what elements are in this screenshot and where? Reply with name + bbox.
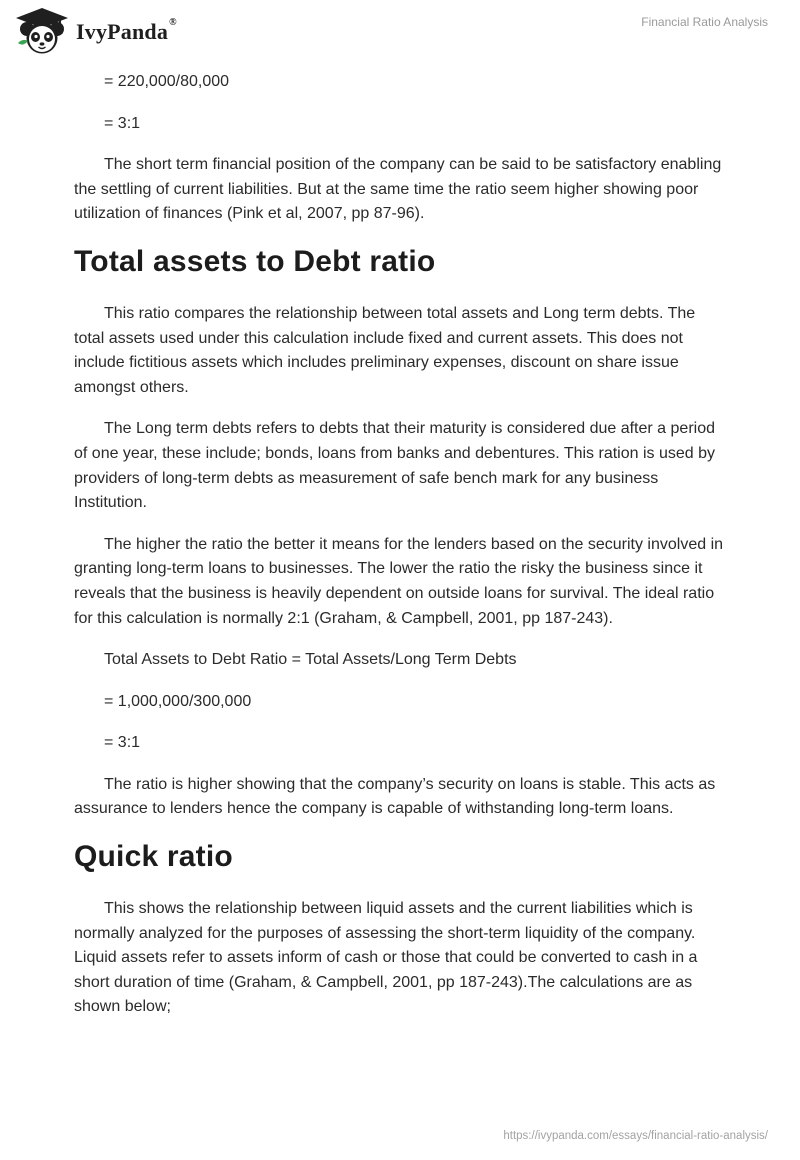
section-heading-quick-ratio: Quick ratio — [74, 840, 233, 874]
formula-line: = 1,000,000/300,000 — [104, 692, 252, 710]
paragraph: This ratio compares the relationship between total assets and Long term debts. The total assets used under this calculation include fixed and current assets. This does not include fictitious assets which includes preliminary expenses, discount on share issue amongst others. — [74, 304, 696, 396]
page-header — [0, 0, 800, 62]
article-body — [74, 70, 726, 1037]
formula-definition: Total Assets to Debt Ratio = Total Assets/Long Term Debts — [104, 651, 517, 669]
section-heading-total-assets-to-debt: Total assets to Debt ratio — [74, 244, 436, 278]
source-url[interactable]: https://ivypanda.com/essays/financial-ratio-analysis/ — [503, 1130, 768, 1142]
paragraph: The Long term debts refers to debts that their maturity is considered due after a period of one year, these include; bonds, loans from banks and debentures. This ration is used by providers of long-term debts as measurement of safe bench mark for any business Institution. — [74, 420, 715, 512]
ivypanda-logo[interactable] — [14, 7, 177, 55]
paragraph: The higher the ratio the better it means for the lenders based on the security involved in granting long-term loans to businesses. The lower the ratio the risky the business since it reveals that the business is heavily dependent on outside loans for survival. The ideal ratio for this calculation is normally 2:1 (Graham, & Campbell, 2001, pp 187-243). — [74, 535, 724, 627]
panda-graduation-cap-icon — [14, 7, 70, 55]
paragraph: The ratio is higher showing that the company’s security on loans is stable. This acts as assurance to lenders hence the company is capable of withstanding long-term loans. — [74, 775, 716, 818]
formula-result: = 3:1 — [104, 114, 141, 132]
document-title: Financial Ratio Analysis — [641, 15, 768, 29]
paragraph: The short term financial position of the company can be said to be satisfactory enabling the settling of current liabilities. But at the same time the ratio seem higher showing poor utilization of finances (Pink et al, 2007, pp 87-96). — [74, 156, 722, 223]
formula-result: = 3:1 — [104, 734, 141, 752]
paragraph: This shows the relationship between liquid assets and the current liabilities which is normally analyzed for the purposes of assessing the short-term liquidity of the company. Liquid assets refer to assets inform of cash or those that could be converted to cash in a short duration of time (Graham, & Campbell, 2001, pp 187-243).The calculations are as shown below; — [74, 900, 698, 1016]
formula-line: = 220,000/80,000 — [104, 73, 230, 90]
logo-text: IvyPanda® — [76, 17, 177, 44]
